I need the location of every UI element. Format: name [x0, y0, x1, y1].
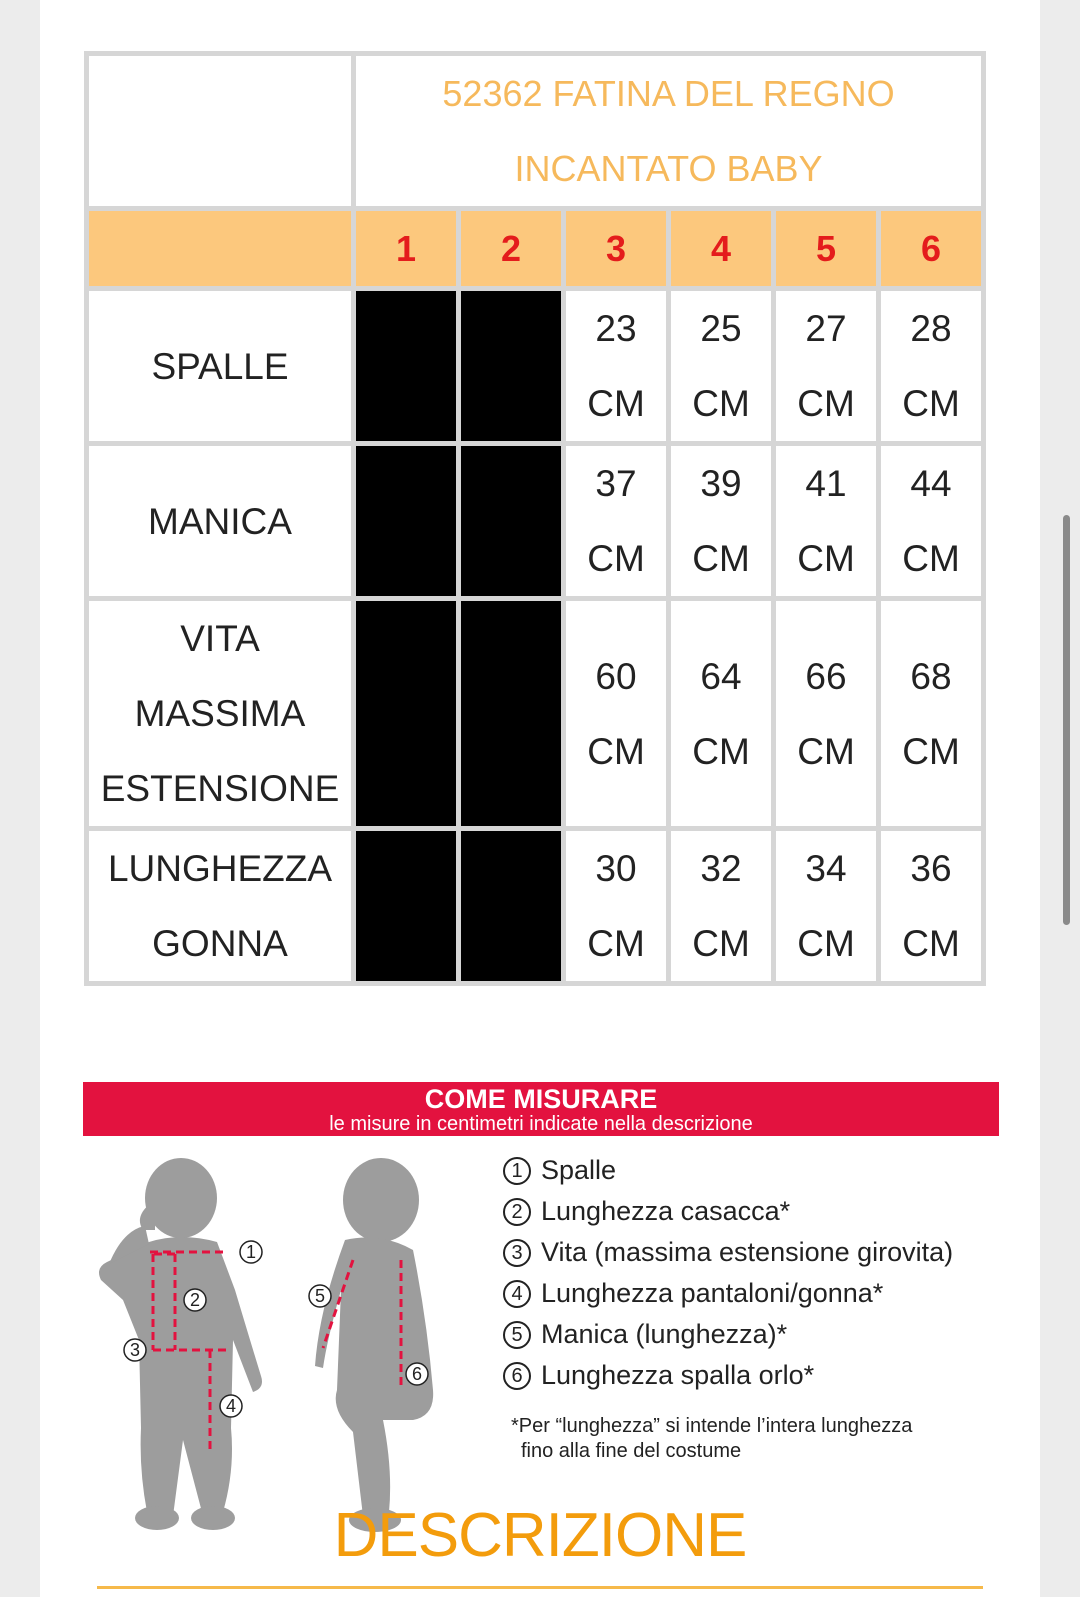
legend-label: Vita (massima estensione girovita): [541, 1237, 954, 1267]
legend-label: Manica (lunghezza)*: [541, 1319, 788, 1349]
value-cell: [566, 601, 666, 826]
size-table: [84, 51, 986, 986]
number-circle-icon: 4: [503, 1280, 531, 1308]
unavailable-cell: [461, 601, 561, 826]
value-unit: CM: [587, 923, 645, 964]
value-unit: CM: [797, 730, 855, 772]
value-unit: CM: [587, 383, 645, 424]
legend-label: Lunghezza pantaloni/gonna*: [541, 1278, 884, 1308]
value-number: 39: [700, 463, 742, 504]
legend-item: [503, 1191, 953, 1232]
value-number: 23: [595, 308, 637, 349]
value-cell: [566, 831, 666, 981]
row-label-line: VITA: [180, 618, 260, 659]
size-header: 3: [566, 211, 666, 286]
svg-text:6: 6: [411, 1364, 423, 1384]
value-unit: CM: [902, 538, 960, 579]
unavailable-cell: [356, 601, 456, 826]
value-number: 32: [700, 848, 742, 889]
table-title-row: [89, 56, 981, 206]
value-unit: CM: [587, 730, 645, 772]
value-cell: [776, 831, 876, 981]
value-unit: CM: [797, 923, 855, 964]
value-number: 36: [910, 848, 952, 889]
row-label-line: MASSIMA: [134, 693, 306, 734]
footnote-line: *Per “lunghezza” si intende l’intera lunghezza: [511, 1415, 913, 1437]
svg-text:5: 5: [314, 1286, 326, 1306]
svg-text:1: 1: [245, 1242, 257, 1262]
legend-label: Lunghezza casacca*: [541, 1196, 791, 1226]
value-cell: [671, 446, 771, 596]
product-title-line-2: INCANTATO BABY: [514, 148, 823, 189]
value-number: 64: [700, 655, 742, 697]
size-header-row: [89, 211, 981, 286]
value-number: 44: [910, 463, 952, 504]
legend-label: Lunghezza spalla orlo*: [541, 1360, 815, 1390]
product-title-line-1: 52362 FATINA DEL REGNO: [442, 73, 895, 114]
value-cell: [881, 831, 981, 981]
row-label: [89, 291, 351, 441]
row-label-line: SPALLE: [151, 345, 289, 387]
value-cell: [566, 291, 666, 441]
svg-text:4: 4: [225, 1396, 237, 1416]
value-cell: [776, 291, 876, 441]
number-circle-icon: 1: [503, 1157, 531, 1185]
table-row: [89, 291, 981, 441]
value-unit: CM: [902, 383, 960, 424]
legend-label: Spalle: [541, 1155, 617, 1185]
table-row: [89, 446, 981, 596]
legend-item: [503, 1150, 953, 1191]
value-cell: [881, 446, 981, 596]
value-cell: [881, 291, 981, 441]
footnote-line: fino alla fine del costume: [521, 1440, 742, 1462]
value-number: 66: [805, 655, 847, 697]
number-circle-icon: 6: [503, 1362, 531, 1390]
value-unit: CM: [587, 538, 645, 579]
empty-corner-cell: [89, 56, 351, 206]
value-unit: CM: [902, 730, 960, 772]
how-to-measure-panel: [83, 1082, 999, 1462]
value-number: 34: [805, 848, 847, 889]
value-number: 28: [910, 308, 952, 349]
row-label: [89, 601, 351, 826]
size-header: 2: [461, 211, 561, 286]
value-number: 27: [805, 308, 847, 349]
product-title: [356, 56, 981, 206]
section-heading: DESCRIZIONE: [333, 1501, 747, 1570]
unavailable-cell: [461, 831, 561, 981]
child-side-figure: [315, 1158, 433, 1532]
value-cell: [671, 601, 771, 826]
value-number: 68: [910, 655, 952, 697]
value-number: 25: [700, 308, 742, 349]
value-unit: CM: [692, 923, 750, 964]
measure-legend: [503, 1150, 953, 1396]
size-header: 4: [671, 211, 771, 286]
legend-item: [503, 1273, 953, 1314]
legend-item: [503, 1314, 953, 1355]
heading-underline: [97, 1586, 983, 1589]
value-cell: [776, 446, 876, 596]
legend-item: [503, 1232, 953, 1273]
value-unit: CM: [797, 538, 855, 579]
length-footnote: [511, 1414, 981, 1464]
value-unit: CM: [797, 383, 855, 424]
value-unit: CM: [692, 383, 750, 424]
how-to-measure-banner: [83, 1082, 999, 1136]
unavailable-cell: [461, 291, 561, 441]
svg-text:3: 3: [129, 1340, 141, 1360]
size-header: 6: [881, 211, 981, 286]
unavailable-cell: [356, 446, 456, 596]
value-unit: CM: [692, 730, 750, 772]
value-number: 37: [595, 463, 637, 504]
scrollbar[interactable]: [1063, 515, 1070, 925]
unavailable-cell: [356, 291, 456, 441]
number-circle-icon: 5: [503, 1321, 531, 1349]
value-cell: [671, 291, 771, 441]
unavailable-cell: [461, 446, 561, 596]
value-cell: [881, 601, 981, 826]
value-cell: [776, 601, 876, 826]
row-label-line: MANICA: [148, 500, 292, 542]
value-unit: CM: [692, 538, 750, 579]
row-label-line: GONNA: [152, 923, 288, 964]
table-row: [89, 831, 981, 981]
row-label-line: ESTENSIONE: [100, 768, 340, 809]
value-number: 60: [595, 655, 637, 697]
svg-text:2: 2: [189, 1290, 201, 1310]
size-header: 5: [776, 211, 876, 286]
row-label: [89, 446, 351, 596]
how-to-measure-subtitle: le misure in centimetri indicate nella descrizione: [329, 1113, 753, 1135]
value-cell: [671, 831, 771, 981]
value-unit: CM: [902, 923, 960, 964]
value-cell: [566, 446, 666, 596]
legend-item: [503, 1355, 953, 1396]
table-row: [89, 601, 981, 826]
header-empty-cell: [89, 211, 351, 286]
unavailable-cell: [356, 831, 456, 981]
number-circle-icon: 2: [503, 1198, 531, 1226]
row-label-line: LUNGHEZZA: [107, 848, 333, 889]
number-circle-icon: 3: [503, 1239, 531, 1267]
child-front-figure: [99, 1158, 262, 1530]
size-header: 1: [356, 211, 456, 286]
how-to-measure-title: COME MISURARE: [424, 1084, 658, 1114]
row-label: [89, 831, 351, 981]
value-number: 41: [805, 463, 847, 504]
value-number: 30: [595, 848, 637, 889]
